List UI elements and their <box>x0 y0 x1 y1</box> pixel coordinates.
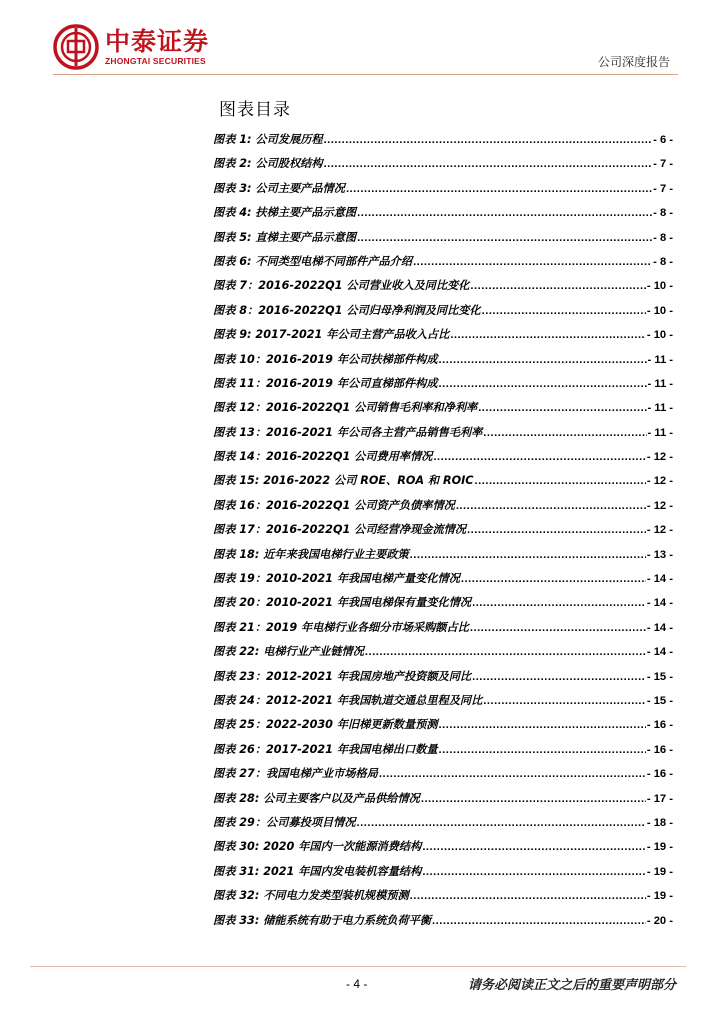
toc-entry-page: - 10 - <box>646 329 673 342</box>
toc-entry[interactable] <box>213 131 673 155</box>
toc-entry-page: - 14 - <box>646 597 673 610</box>
section-title: 图表目录 <box>219 100 291 120</box>
toc-entry-label: 图表 33: 储能系统有助于电力系统负荷平衡 <box>213 913 432 927</box>
toc-entry[interactable] <box>213 838 673 862</box>
toc-entry-page: - 12 - <box>646 524 673 537</box>
toc-entry[interactable] <box>213 424 673 448</box>
toc-entry[interactable] <box>213 619 673 643</box>
toc-entry-page: - 19 - <box>646 865 673 878</box>
toc-entry[interactable] <box>213 204 673 228</box>
toc-dot-leader <box>478 402 646 414</box>
page-number: - 4 - <box>346 977 368 991</box>
toc-entry[interactable] <box>213 546 673 570</box>
toc-entry-label: 图表 28: 公司主要客户以及产品供给情况 <box>213 791 420 805</box>
footer-divider <box>30 966 686 967</box>
toc-entry[interactable] <box>213 253 673 277</box>
toc-entry-page: - 16 - <box>646 743 673 756</box>
toc-entry-label: 图表 12：2016-2022Q1 公司销售毛利率和净利率 <box>213 401 478 415</box>
toc-dot-leader <box>439 354 647 366</box>
toc-entry-page: - 16 - <box>646 719 673 732</box>
toc-entry-label: 图表 19：2010-2021 年我国电梯产量变化情况 <box>213 572 460 586</box>
toc-dot-leader <box>439 719 646 731</box>
toc-entry-page: - 18 - <box>646 816 673 829</box>
toc-entry-label: 图表 6: 不同类型电梯不同部件产品介绍 <box>213 254 413 268</box>
toc-dot-leader <box>433 451 645 463</box>
toc-entry-label: 图表 24：2012-2021 年我国轨道交通总里程及同比 <box>213 693 483 707</box>
toc-entry[interactable] <box>213 570 673 594</box>
toc-entry-label: 图表 5: 直梯主要产品示意图 <box>213 230 357 244</box>
toc-entry[interactable] <box>213 448 673 472</box>
toc-dot-leader <box>357 207 652 219</box>
toc-entry[interactable] <box>213 277 673 301</box>
toc-dot-leader <box>365 646 646 658</box>
toc-entry[interactable] <box>213 472 673 496</box>
toc-entry-page: - 11 - <box>647 402 673 415</box>
toc-entry-label: 图表 15: 2016-2022 公司 ROE、ROA 和 ROIC <box>213 474 474 488</box>
toc-entry-page: - 12 - <box>646 451 673 464</box>
toc-entry[interactable] <box>213 302 673 326</box>
header-divider <box>53 74 678 75</box>
toc-entry[interactable] <box>213 765 673 789</box>
toc-dot-leader <box>439 744 646 756</box>
toc-entry-label: 图表 29：公司募投项目情况 <box>213 815 356 829</box>
toc-entry[interactable] <box>213 351 673 375</box>
toc-entry[interactable] <box>213 790 673 814</box>
toc-entry-page: - 14 - <box>646 573 673 586</box>
report-type-label: 公司深度报告 <box>597 55 670 69</box>
figure-table-of-contents <box>213 131 673 936</box>
toc-entry-page: - 7 - <box>653 182 673 195</box>
toc-entry-label: 图表 9: 2017-2021 年公司主营产品收入占比 <box>213 328 450 342</box>
toc-entry-page: - 11 - <box>647 377 673 390</box>
toc-entry-page: - 12 - <box>646 499 673 512</box>
toc-entry-label: 图表 30: 2020 年国内一次能源消费结构 <box>213 840 422 854</box>
toc-entry-label: 图表 17：2016-2022Q1 公司经营净现金流情况 <box>213 523 467 537</box>
toc-entry[interactable] <box>213 716 673 740</box>
toc-dot-leader <box>482 305 646 317</box>
toc-entry-label: 图表 23：2012-2021 年我国房地产投资额及同比 <box>213 669 472 683</box>
toc-entry-page: - 13 - <box>646 548 673 561</box>
toc-dot-leader <box>346 183 652 195</box>
toc-entry-label: 图表 26：2017-2021 年我国电梯出口数量 <box>213 742 438 756</box>
toc-dot-leader <box>379 768 646 780</box>
toc-entry[interactable] <box>213 155 673 179</box>
toc-entry[interactable] <box>213 863 673 887</box>
toc-entry-page: - 17 - <box>646 792 673 805</box>
toc-entry-label: 图表 22: 电梯行业产业链情况 <box>213 645 364 659</box>
toc-dot-leader <box>467 524 646 536</box>
toc-dot-leader <box>357 817 646 829</box>
logo-chinese-name: 中泰证券 <box>105 27 210 56</box>
toc-entry-label: 图表 1: 公司发展历程 <box>213 133 323 146</box>
disclaimer-text: 请务必阅读正文之后的重要声明部分 <box>467 978 676 993</box>
toc-dot-leader <box>450 329 646 341</box>
toc-entry[interactable] <box>213 594 673 618</box>
toc-entry-page: - 14 - <box>646 621 673 634</box>
toc-entry-page: - 8 - <box>653 207 673 220</box>
toc-dot-leader <box>413 256 652 268</box>
toc-entry[interactable] <box>213 375 673 399</box>
toc-dot-leader <box>422 841 646 853</box>
toc-entry-page: - 15 - <box>646 670 673 683</box>
toc-entry[interactable] <box>213 229 673 253</box>
toc-dot-leader <box>410 890 646 902</box>
toc-entry-page: - 10 - <box>646 280 673 293</box>
toc-dot-leader <box>439 378 647 390</box>
toc-entry-page: - 11 - <box>647 353 673 366</box>
toc-entry-label: 图表 27：我国电梯产业市场格局 <box>213 767 378 781</box>
toc-entry-label: 图表 13：2016-2021 年公司各主营产品销售毛利率 <box>213 425 483 439</box>
toc-dot-leader <box>422 866 646 878</box>
toc-entry-label: 图表 16：2016-2022Q1 公司资产负债率情况 <box>213 498 455 512</box>
toc-entry[interactable] <box>213 326 673 350</box>
toc-entry[interactable] <box>213 497 673 521</box>
toc-entry[interactable] <box>213 399 673 423</box>
toc-entry-label: 图表 10：2016-2019 年公司扶梯部件构成 <box>213 352 438 366</box>
toc-entry-page: - 6 - <box>653 134 673 146</box>
toc-entry-label: 图表 2: 公司股权结构 <box>213 157 323 171</box>
toc-dot-leader <box>483 695 646 707</box>
toc-entry[interactable] <box>213 912 673 936</box>
toc-dot-leader <box>410 549 646 561</box>
toc-entry-page: - 8 - <box>653 255 673 268</box>
toc-entry-label: 图表 8：2016-2022Q1 公司归母净利润及同比变化 <box>213 303 481 317</box>
toc-entry[interactable] <box>213 887 673 911</box>
toc-entry[interactable] <box>213 521 673 545</box>
toc-entry-page: - 20 - <box>646 914 673 927</box>
toc-entry-label: 图表 18: 近年来我国电梯行业主要政策 <box>213 547 409 561</box>
toc-entry-page: - 11 - <box>647 426 673 439</box>
toc-dot-leader <box>472 671 646 683</box>
toc-entry-label: 图表 20：2010-2021 年我国电梯保有量变化情况 <box>213 596 472 610</box>
toc-entry-page: - 14 - <box>646 646 673 659</box>
toc-entry[interactable] <box>213 643 673 667</box>
toc-dot-leader <box>357 232 652 244</box>
toc-dot-leader <box>456 500 646 512</box>
toc-entry-page: - 12 - <box>646 475 673 488</box>
toc-dot-leader <box>324 158 653 170</box>
toc-entry[interactable] <box>213 668 673 692</box>
toc-dot-leader <box>324 134 653 146</box>
toc-entry-page: - 8 - <box>653 231 673 244</box>
company-logo <box>53 24 209 70</box>
zhongtai-logo-icon <box>53 24 99 70</box>
toc-entry-page: - 7 - <box>653 158 673 171</box>
toc-dot-leader <box>483 427 646 439</box>
toc-entry-label: 图表 11：2016-2019 年公司直梯部件构成 <box>213 376 438 390</box>
toc-entry-label: 图表 14：2016-2022Q1 公司费用率情况 <box>213 450 433 464</box>
toc-entry-label: 图表 25：2022-2030 年旧梯更新数量预测 <box>213 718 438 732</box>
toc-entry[interactable] <box>213 692 673 716</box>
toc-entry-page: - 15 - <box>646 694 673 707</box>
toc-entry-page: - 19 - <box>646 890 673 903</box>
toc-entry-label: 图表 3: 公司主要产品情况 <box>213 181 345 195</box>
toc-entry-page: - 10 - <box>646 304 673 317</box>
toc-entry-label: 图表 32: 不同电力发类型装机规模预测 <box>213 889 409 903</box>
toc-entry-page: - 16 - <box>646 768 673 781</box>
toc-entry-page: - 19 - <box>646 841 673 854</box>
toc-entry-label: 图表 4: 扶梯主要产品示意图 <box>213 206 357 220</box>
toc-entry[interactable] <box>213 814 673 838</box>
toc-entry-label: 图表 31: 2021 年国内发电装机容量结构 <box>213 864 422 878</box>
toc-dot-leader <box>475 475 646 487</box>
toc-dot-leader <box>470 280 645 292</box>
toc-entry-label: 图表 21：2019 年电梯行业各细分市场采购额占比 <box>213 620 469 634</box>
logo-english-name: ZHONGTAI SECURITIES <box>105 56 206 66</box>
toc-entry[interactable] <box>213 180 673 204</box>
toc-entry-label: 图表 7：2016-2022Q1 公司营业收入及同比变化 <box>213 279 470 293</box>
toc-dot-leader <box>472 597 646 609</box>
toc-dot-leader <box>432 915 646 927</box>
toc-dot-leader <box>421 793 646 805</box>
toc-entry[interactable] <box>213 741 673 765</box>
toc-dot-leader <box>461 573 646 585</box>
toc-dot-leader <box>470 622 646 634</box>
